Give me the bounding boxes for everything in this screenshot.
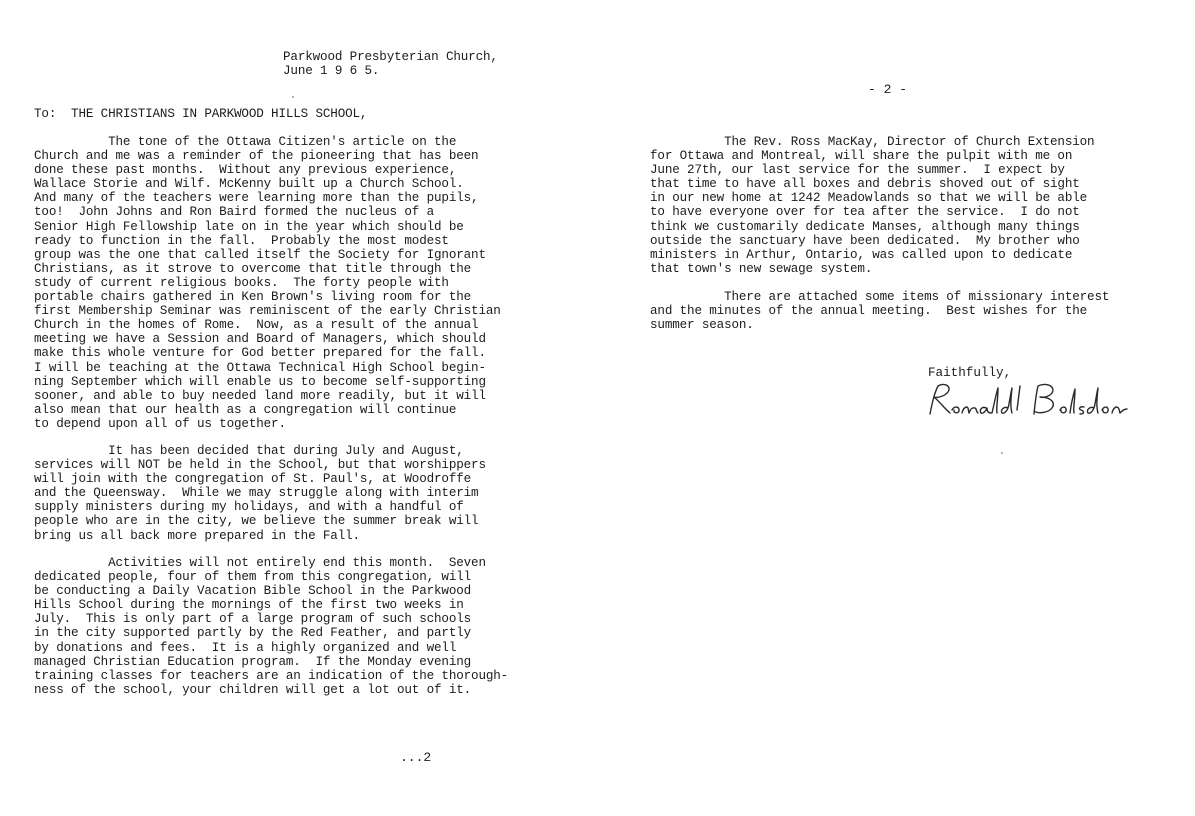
paragraph-line: Wallace Storie and Wilf. McKenny built up a Church School.: [34, 177, 464, 192]
paragraph-line: Senior High Fellowship late on in the year which should be: [34, 219, 464, 234]
paragraph-line: first Membership Seminar was reminiscent of the early Christian: [34, 304, 501, 319]
church-name: Parkwood Presbyterian Church,: [283, 50, 498, 64]
paragraph-line: that town's new sewage system.: [650, 261, 873, 276]
page-number: - 2 -: [868, 82, 908, 97]
paragraph-line: make this whole venture for God better prepared for the fall.: [34, 346, 486, 361]
paragraph-missionary: [650, 290, 1109, 332]
paragraph-line: portable chairs gathered in Ken Brown's living room for the: [34, 290, 472, 305]
paragraph-line: to have everyone over for tea after the service. I do not: [650, 205, 1080, 220]
paragraph-line: training classes for teachers are an indication of the thorough-: [34, 668, 509, 683]
paragraph-line: June 27th, our last service for the summer. I expect by: [650, 163, 1065, 178]
paragraph-line: that time to have all boxes and debris shoved out of sight: [650, 177, 1080, 192]
paragraph-line: and the minutes of the annual meeting. Best wishes for the: [650, 304, 1088, 319]
letter-page-2: [598, 0, 1195, 816]
paragraph-line: Church in the homes of Rome. Now, as a result of the annual: [34, 318, 479, 333]
paper-speck: [292, 96, 294, 98]
paper-speck: [1001, 452, 1003, 454]
paragraph-line: Hills School during the mornings of the first two weeks in: [34, 598, 464, 613]
paragraph-line: I will be teaching at the Ottawa Technical High School begin-: [34, 360, 486, 375]
paragraph-line: Church and me was a reminder of the pioneering that has been: [34, 149, 479, 164]
paragraph-pulpit: [650, 135, 1094, 276]
paragraph-line: The tone of the Ottawa Citizen's article on the: [34, 135, 457, 149]
paragraph-line: It has been decided that during July and August,: [34, 444, 464, 458]
paragraph-summer-services: [34, 444, 486, 543]
paragraph-line: ready to function in the fall. Probably the most modest: [34, 233, 449, 248]
paragraph-line: people who are in the city, we believe the summer break will: [34, 514, 479, 529]
paragraph-bible-school: [34, 556, 508, 697]
paragraph-line: too! John Johns and Ron Baird formed the nucleus of a: [34, 205, 435, 220]
paragraph-line: The Rev. Ross MacKay, Director of Church Extension: [650, 135, 1095, 149]
paragraph-line: sooner, and able to buy needed land more readily, but it will: [34, 388, 486, 403]
paragraph-line: ministers in Arthur, Ontario, was called upon to dedicate: [650, 247, 1073, 262]
paragraph-line: meeting we have a Session and Board of Managers, which should: [34, 332, 486, 347]
paragraph-line: managed Christian Education program. If the Monday evening: [34, 654, 472, 669]
paragraph-line: for Ottawa and Montreal, will share the pulpit with me on: [650, 149, 1073, 164]
paragraph-line: Activities will not entirely end this month. Seven: [34, 556, 486, 570]
paragraph-line: group was the one that called itself the Society for Ignorant: [34, 247, 486, 262]
paragraph-line: There are attached some items of missionary interest: [650, 290, 1110, 304]
paragraph-line: bring us all back more prepared in the Fall.: [34, 528, 360, 543]
paragraph-line: And many of the teachers were learning more than the pupils,: [34, 191, 479, 206]
paragraph-line: supply ministers during my holidays, and with a handful of: [34, 500, 464, 515]
salutation: To: THE CHRISTIANS IN PARKWOOD HILLS SCHOOL,: [34, 107, 368, 121]
paragraph-line: outside the sanctuary have been dedicated. My brother who: [650, 233, 1080, 248]
paragraph-line: in our new home at 1242 Meadowlands so that we will be able: [650, 191, 1088, 206]
handwritten-signature: [924, 380, 1134, 422]
paragraph-line: by donations and fees. It is a highly organized and well: [34, 640, 457, 655]
paragraph-line: dedicated people, four of them from this congregation, will: [34, 570, 472, 585]
paragraph-line: done these past months. Without any previous experience,: [34, 163, 457, 178]
paragraph-line: services will NOT be held in the School, but that worshippers: [34, 458, 486, 473]
letter-page-1: [0, 0, 597, 816]
paragraph-line: study of current religious books. The forty people with: [34, 275, 449, 290]
letter-date: June 1 9 6 5.: [283, 64, 380, 78]
paragraph-line: ness of the school, your children will get a lot out of it.: [34, 682, 472, 697]
paragraph-pioneering: [34, 135, 501, 431]
closing-faithfully: Faithfully,: [928, 366, 1012, 380]
paragraph-line: Christians, as it strove to overcome that title through the: [34, 261, 472, 276]
continued-marker: ...2: [400, 750, 432, 765]
paragraph-line: will join with the congregation of St. Paul's, at Woodroffe: [34, 472, 472, 487]
paragraph-line: and the Queensway. While we may struggle along with interim: [34, 486, 479, 501]
paragraph-line: in the city supported partly by the Red Feather, and partly: [34, 626, 472, 641]
paragraph-line: summer season.: [650, 318, 754, 333]
paragraph-line: July. This is only part of a large program of such schools: [34, 612, 472, 627]
paragraph-line: also mean that our health as a congregation will continue: [34, 402, 457, 417]
paragraph-line: to depend upon all of us together.: [34, 416, 286, 431]
paragraph-line: think we customarily dedicate Manses, although many things: [650, 219, 1080, 234]
paragraph-line: be conducting a Daily Vacation Bible School in the Parkwood: [34, 584, 472, 599]
paragraph-line: ning September which will enable us to become self-supporting: [34, 374, 486, 389]
